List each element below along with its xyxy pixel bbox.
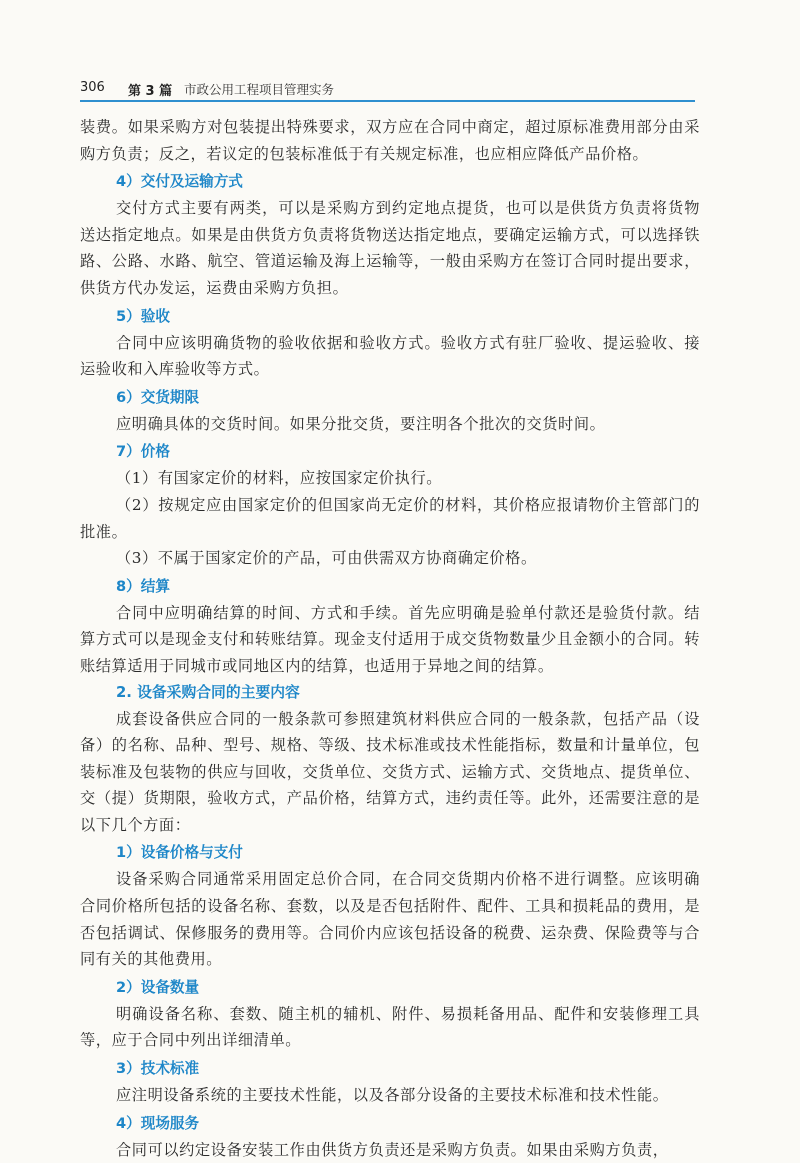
heading-onsite-service: 4）现场服务 — [116, 1114, 200, 1132]
paragraph-delivery-period: 应明确具体的交货时间。如果分批交货，要注明各个批次的交货时间。 — [116, 414, 606, 433]
paragraph-equipment-price: 设备采购合同通常采用固定总价合同，在合同交货期内价格不进行调整。应该明确合同价格所包括的设备名称、套数，以及是否包括附件、配件、工具和损耗品的费用，是否包括调试、保修服务的费用等。合同价内应该包括设备的税费、运杂费、保险费等与合同有关的其他费用。 — [80, 870, 700, 969]
page-header — [80, 80, 695, 102]
heading-equipment-quantity: 2）设备数量 — [116, 978, 200, 996]
price-item-3: （3）不属于国家定价的产品，可由供需双方协商确定价格。 — [116, 549, 537, 568]
price-item-1: （1）有国家定价的材料，应按国家定价执行。 — [116, 469, 443, 488]
page-number: 306 — [80, 80, 105, 95]
heading-delivery-period: 6）交货期限 — [116, 388, 200, 406]
book-title: 市政公用工程项目管理实务 — [184, 82, 335, 97]
heading-settlement: 8）结算 — [116, 577, 170, 595]
heading-equipment-price: 1）设备价格与支付 — [116, 844, 243, 862]
paragraph-packaging: 装费。如果采购方对包装提出特殊要求，双方应在合同中商定，超过原标准费用部分由采购方负责；反之，若议定的包装标准低于有关规定标准，也应相应降低产品价格。 — [80, 118, 700, 163]
heading-technical-standard: 3）技术标准 — [116, 1060, 200, 1078]
section-heading-equipment: 2. 设备采购合同的主要内容 — [116, 683, 300, 701]
heading-delivery: 4）交付及运输方式 — [116, 173, 243, 191]
price-item-2: （2）按规定应由国家定价的但国家尚无定价的材料，其价格应报请物价主管部门的批准。 — [80, 495, 700, 541]
heading-acceptance: 5）验收 — [116, 307, 170, 325]
paragraph-acceptance: 合同中应该明确货物的验收依据和验收方式。验收方式有驻厂验收、提运验收、接运验收和入库验收等方式。 — [80, 333, 700, 379]
paragraph-onsite-service: 合同可以约定设备安装工作由供货方负责还是采购方负责。如果由采购方负责， — [116, 1140, 669, 1159]
part-label: 第 3 篇 — [128, 84, 173, 99]
header-rule — [80, 100, 695, 102]
page-body — [80, 114, 700, 1163]
heading-price: 7）价格 — [116, 443, 170, 461]
paragraph-settlement: 合同中应明确结算的时间、方式和手续。首先应明确是验单付款还是验货付款。结算方式可以是现金支付和转账结算。现金支付适用于成交货物数量少且金额小的合同。转账结算适用于同城市或同地区内的结算，也适用于异地之间的结算。 — [80, 603, 700, 675]
paragraph-delivery: 交付方式主要有两类，可以是采购方到约定地点提货，也可以是供货方负责将货物送达指定地点。如果是由供货方负责将货物送达指定地点，要确定运输方式，可以选择铁路、公路、水路、航空、管道运输及海上运输等，一般由采购方在签订合同时提出要求，供货方代办发运，运费由采购方负担。 — [80, 199, 700, 297]
paragraph-equipment-quantity: 明确设备名称、套数、随主机的辅机、附件、易损耗备用品、配件和安装修理工具等，应于合同中列出详细清单。 — [80, 1004, 700, 1050]
paragraph-technical-standard: 应注明设备系统的主要技术性能，以及各部分设备的主要技术标准和技术性能。 — [116, 1086, 669, 1105]
paragraph-equipment: 成套设备供应合同的一般条款可参照建筑材料供应合同的一般条款，包括产品（设备）的名称、品种、型号、规格、等级、技术标准或技术性能指标，数量和计量单位，包装标准及包装物的供应与回收，交货单位、交货方式、运输方式、交货地点、提货单位、交（提）货期限，验收方式，产品价格，结算方式，违约责任等。此外，还需要注意的是以下几个方面： — [80, 709, 700, 834]
